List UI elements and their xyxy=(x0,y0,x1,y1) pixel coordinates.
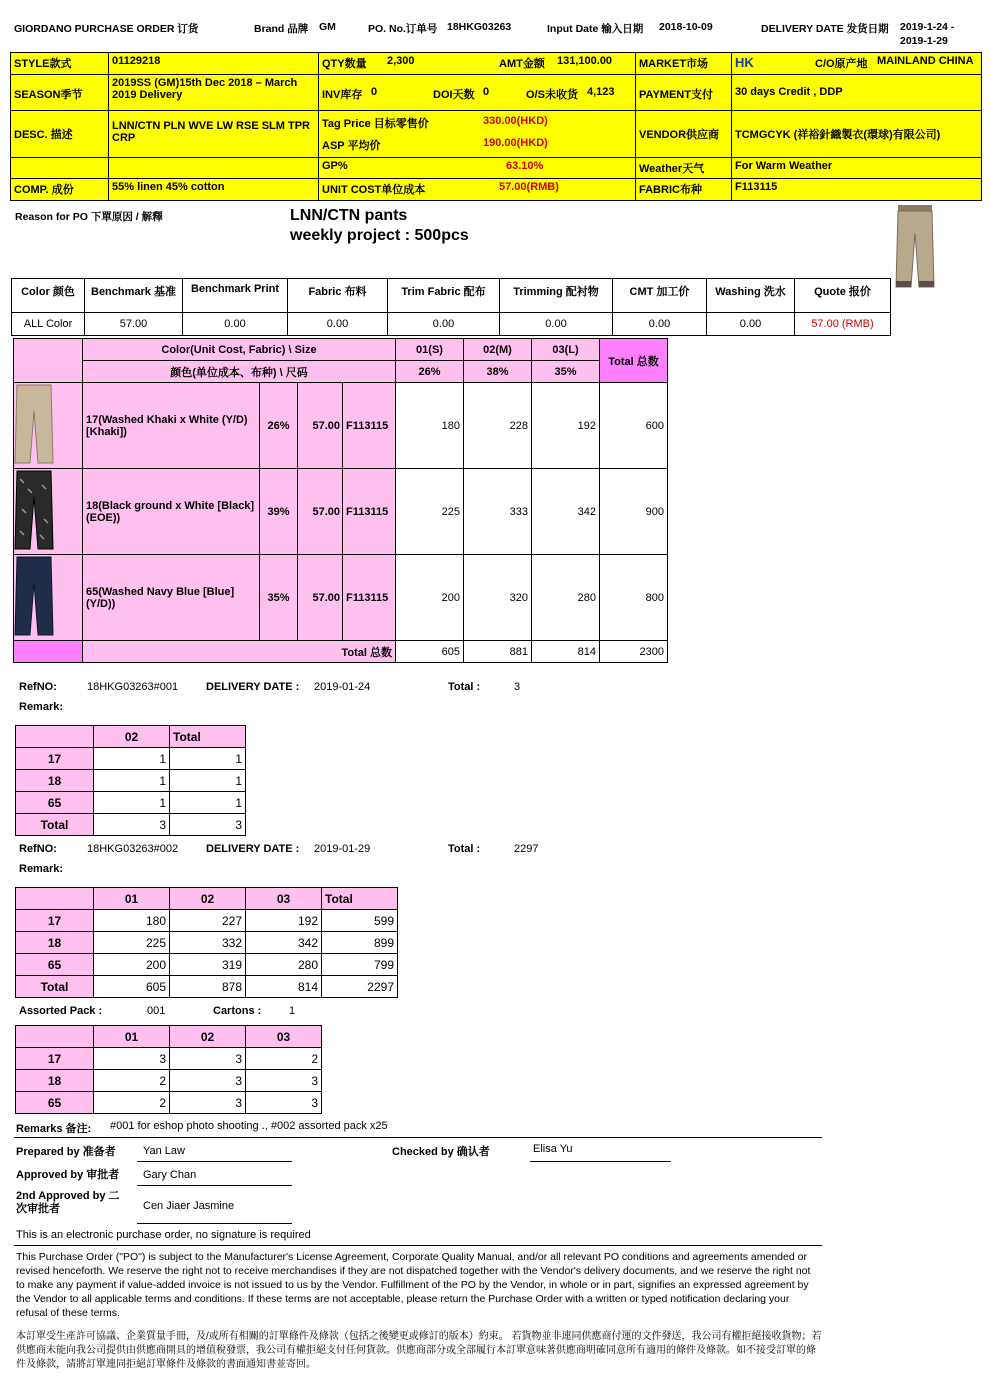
qty-cell: 605 xyxy=(94,976,170,998)
color-cost: 57.00 xyxy=(298,555,343,641)
gp-label: GP% xyxy=(322,160,348,172)
gp-row xyxy=(318,157,636,179)
prepared-value: Yan Law xyxy=(143,1145,185,1157)
blank-cell xyxy=(10,157,109,179)
qty-cell: 320 xyxy=(464,555,532,641)
cost-cell: 57.00 xyxy=(85,313,183,336)
row-label: 18 xyxy=(16,1070,94,1092)
ref1-date: 2019-01-24 xyxy=(314,681,371,693)
payment-value: 30 days Credit , DDP xyxy=(731,74,982,111)
co-value: MAINLAND CHINA xyxy=(877,55,974,67)
ref2-total-label: Total : xyxy=(448,843,481,855)
ref2-number: 18HKG03263#002 xyxy=(87,843,179,855)
row-total: 900 xyxy=(600,469,668,555)
ref2-remark-label: Remark: xyxy=(19,863,64,875)
cost-header: Fabric 布料 xyxy=(288,279,388,313)
khaki-pants-icon xyxy=(14,383,54,465)
delivery-date-label: DELIVERY DATE 发货日期 xyxy=(761,23,889,35)
color-cost: 57.00 xyxy=(298,469,343,555)
color-swatch-cell xyxy=(14,383,83,469)
asp-value: 190.00(HKD) xyxy=(483,137,548,149)
qty-cell: 3 xyxy=(170,1048,246,1070)
corner-cell xyxy=(16,1026,94,1048)
qty-cell: 878 xyxy=(170,976,246,998)
col-header: 03 xyxy=(246,888,322,910)
black-pants-icon xyxy=(14,469,54,551)
row-label: 17 xyxy=(16,1048,94,1070)
corner-cell xyxy=(16,888,94,910)
blank-cell xyxy=(108,157,319,179)
row-total: 1 xyxy=(170,792,246,814)
market-row xyxy=(731,52,982,75)
row-label: Total xyxy=(16,814,94,836)
qty-cell: 333 xyxy=(464,469,532,555)
color-name: 18(Black ground x White [Black] (EOE)) xyxy=(83,469,260,555)
qty-cell: 342 xyxy=(246,932,322,954)
row-total: 599 xyxy=(322,910,398,932)
signature-line xyxy=(137,1161,292,1162)
vendor-label: VENDOR供应商 xyxy=(635,110,732,158)
signature-line xyxy=(137,1185,292,1186)
size-header: 03(L) xyxy=(532,339,600,361)
qty-cell: 192 xyxy=(246,910,322,932)
tag-price-value: 330.00(HKD) xyxy=(483,115,548,127)
qty-cell: 3 xyxy=(170,1092,246,1114)
qty-cell: 228 xyxy=(464,383,532,469)
row-total: 3 xyxy=(170,814,246,836)
remarks-label: Remarks 备注: xyxy=(16,1123,92,1135)
qty-cell: 280 xyxy=(532,555,600,641)
qty-cell: 1 xyxy=(94,748,170,770)
assorted-pack-label: Assorted Pack : xyxy=(19,1005,103,1017)
qty-cell: 225 xyxy=(94,932,170,954)
ref1-label: RefNO: xyxy=(19,681,57,693)
approved-label: Approved by 审批者 xyxy=(16,1169,120,1181)
col-total: 881 xyxy=(464,641,532,663)
vendor-value: TCMGCYK (祥裕針織製衣(環球)有限公司) xyxy=(731,110,982,158)
row-label: Total xyxy=(16,976,94,998)
qty-amt-row xyxy=(318,52,636,75)
cost-cell: 0.00 xyxy=(500,313,613,336)
ref2-date: 2019-01-29 xyxy=(314,843,371,855)
divider xyxy=(14,1137,822,1138)
comp-label: COMP. 成份 xyxy=(10,178,109,201)
co-label: C/O原产地 xyxy=(815,58,868,70)
signature-line xyxy=(137,1223,292,1224)
cost-cell: 0.00 xyxy=(613,313,707,336)
color-swatch-cell xyxy=(14,469,83,555)
matrix-header-cn: 颜色(单位成本、布种) \ 尺码 xyxy=(83,361,396,383)
cost-table xyxy=(11,278,891,336)
po-number: 18HKG03263 xyxy=(447,21,512,33)
ref1-date-label: DELIVERY DATE : xyxy=(206,681,300,693)
row-label: 18 xyxy=(16,770,94,792)
po-label: PO. No.订单号 xyxy=(368,23,438,35)
color-pct: 26% xyxy=(260,383,298,469)
color-pct: 35% xyxy=(260,555,298,641)
row-label: 18 xyxy=(16,932,94,954)
gp-value: 63.10% xyxy=(506,160,544,172)
cost-header: Color 颜色 xyxy=(12,279,85,313)
color-fabric: F113115 xyxy=(343,555,396,641)
cost-header: Washing 洗水 xyxy=(707,279,795,313)
qty-cell: 3 xyxy=(94,814,170,836)
color-fabric: F113115 xyxy=(343,383,396,469)
market-label: MARKET市场 xyxy=(635,52,732,75)
po-title: GIORDANO PURCHASE ORDER 订货 xyxy=(14,23,199,35)
ref2-date-label: DELIVERY DATE : xyxy=(206,843,300,855)
size-pct: 26% xyxy=(396,361,464,383)
cost-header: CMT 加工价 xyxy=(613,279,707,313)
inv-label: INV库存 xyxy=(322,89,363,101)
col-header: Total xyxy=(322,888,398,910)
qty-value: 2,300 xyxy=(387,55,415,67)
qty-cell: 200 xyxy=(94,954,170,976)
reason-line-1: LNN/CTN pants xyxy=(290,207,408,224)
electronic-note: This is an electronic purchase order, no signature is required xyxy=(16,1229,311,1241)
cost-cell: 0.00 xyxy=(183,313,288,336)
grand-total: 2300 xyxy=(600,641,668,663)
assorted-pack-value: 001 xyxy=(147,1005,166,1017)
style-value: 01129218 xyxy=(108,52,319,75)
row-total: 899 xyxy=(322,932,398,954)
col-header: 02 xyxy=(94,726,170,748)
cost-header: Quote 报价 xyxy=(795,279,891,313)
fabric-value: F113115 xyxy=(731,178,982,201)
asp-label: ASP 平均价 xyxy=(322,140,381,152)
ref1-table xyxy=(15,725,246,836)
row-label: 65 xyxy=(16,792,94,814)
ref1-total: 3 xyxy=(514,681,521,693)
cost-cell: 0.00 xyxy=(388,313,500,336)
qty-cell: 1 xyxy=(94,770,170,792)
reason-label: Reason for PO 下單原因 / 解釋 xyxy=(15,211,163,223)
row-total: 1 xyxy=(170,748,246,770)
row-total: 2297 xyxy=(322,976,398,998)
color-name: 65(Washed Navy Blue [Blue] (Y/D)) xyxy=(83,555,260,641)
col-header: Total xyxy=(170,726,246,748)
pack-table xyxy=(15,1025,322,1114)
qty-cell: 2 xyxy=(94,1070,170,1092)
weather-value: For Warm Weather xyxy=(731,157,982,179)
footer-corner xyxy=(14,641,83,663)
corner-cell xyxy=(16,726,94,748)
comp-value: 55% linen 45% cotton xyxy=(108,178,319,201)
brand-value: GM xyxy=(319,21,336,33)
unit-cost-value: 57.00(RMB) xyxy=(499,181,559,193)
navy-pants-icon xyxy=(14,555,54,637)
cost-cell: 0.00 xyxy=(707,313,795,336)
payment-label: PAYMENT支付 xyxy=(635,74,732,111)
col-total: 605 xyxy=(396,641,464,663)
qty-cell: 319 xyxy=(170,954,246,976)
ref2-total: 2297 xyxy=(514,843,539,855)
delivery-date-end: 2019-1-29 xyxy=(900,35,948,47)
row-total: 800 xyxy=(600,555,668,641)
input-date-label: Input Date 输入日期 xyxy=(547,23,644,35)
color-fabric: F113115 xyxy=(343,469,396,555)
price-block xyxy=(318,110,636,158)
input-date-value: 2018-10-09 xyxy=(659,21,713,33)
tag-price-label: Tag Price 目标零售价 xyxy=(322,118,429,130)
qty-cell: 225 xyxy=(396,469,464,555)
style-label: STYLE款式 xyxy=(10,52,109,75)
qty-cell: 2 xyxy=(246,1048,322,1070)
col-header: 02 xyxy=(170,1026,246,1048)
reason-line-2: weekly project : 500pcs xyxy=(290,227,469,244)
fabric-label: FABRIC布种 xyxy=(635,178,732,201)
col-total: 814 xyxy=(532,641,600,663)
cost-header: Trim Fabric 配布 xyxy=(388,279,500,313)
cost-header: Trimming 配衬物 xyxy=(500,279,613,313)
color-cost: 57.00 xyxy=(298,383,343,469)
desc-label: DESC. 描述 xyxy=(10,110,109,158)
delivery-date-start: 2019-1-24 - xyxy=(900,21,955,33)
checked-value: Elisa Yu xyxy=(533,1143,573,1155)
col-header: 01 xyxy=(94,888,170,910)
season-label: SEASON季节 xyxy=(10,74,109,111)
brand-label: Brand 品牌 xyxy=(254,23,309,35)
unit-cost-label: UNIT COST单位成本 xyxy=(322,184,426,196)
size-header: 01(S) xyxy=(396,339,464,361)
approved2-label: 2nd Approved by 二次审批者 xyxy=(16,1190,120,1215)
matrix-header-en: Color(Unit Cost, Fabric) \ Size xyxy=(83,339,396,361)
inv-row xyxy=(318,74,636,111)
ref1-total-label: Total : xyxy=(448,681,481,693)
row-label: 65 xyxy=(16,1092,94,1114)
size-matrix xyxy=(13,338,668,663)
size-pct: 35% xyxy=(532,361,600,383)
qty-cell: 227 xyxy=(170,910,246,932)
matrix-corner xyxy=(14,339,83,383)
qty-cell: 342 xyxy=(532,469,600,555)
qty-cell: 3 xyxy=(94,1048,170,1070)
size-pct: 38% xyxy=(464,361,532,383)
ref2-table xyxy=(15,887,398,998)
prepared-label: Prepared by 准备者 xyxy=(16,1146,116,1158)
matrix-row xyxy=(14,469,668,555)
col-header: 02 xyxy=(170,888,246,910)
qty-cell: 3 xyxy=(246,1070,322,1092)
qty-cell: 280 xyxy=(246,954,322,976)
total-header: Total 总数 xyxy=(600,339,668,383)
qty-cell: 3 xyxy=(246,1092,322,1114)
pants-thumbnail-icon xyxy=(893,203,937,289)
row-total: 1 xyxy=(170,770,246,792)
row-label: 17 xyxy=(16,748,94,770)
qty-cell: 2 xyxy=(94,1092,170,1114)
qty-cell: 180 xyxy=(396,383,464,469)
col-header: 01 xyxy=(94,1026,170,1048)
qty-cell: 200 xyxy=(396,555,464,641)
ref1-remark-label: Remark: xyxy=(19,701,64,713)
color-pct: 39% xyxy=(260,469,298,555)
doi-value: 0 xyxy=(483,86,490,98)
approved-value: Gary Chan xyxy=(143,1169,197,1181)
qty-cell: 814 xyxy=(246,976,322,998)
color-swatch-cell xyxy=(14,555,83,641)
row-total: 799 xyxy=(322,954,398,976)
amt-value: 131,100.00 xyxy=(557,55,613,67)
market-value: HK xyxy=(735,55,754,70)
cartons-label: Cartons : xyxy=(213,1005,262,1017)
cartons-value: 1 xyxy=(289,1005,296,1017)
quote-cell: 57.00 (RMB) xyxy=(795,313,891,336)
inv-value: 0 xyxy=(371,86,378,98)
qty-label: QTY数量 xyxy=(322,58,367,70)
doi-label: DOI天数 xyxy=(433,89,475,101)
col-header: 03 xyxy=(246,1026,322,1048)
qty-cell: 192 xyxy=(532,383,600,469)
qty-cell: 1 xyxy=(94,792,170,814)
os-value: 4,123 xyxy=(587,86,615,98)
signature-line xyxy=(530,1161,671,1162)
matrix-total-label: Total 总数 xyxy=(83,641,396,663)
cost-cell: 0.00 xyxy=(288,313,388,336)
unit-cost-row xyxy=(318,178,636,201)
color-name: 17(Washed Khaki x White (Y/D) [Khaki]) xyxy=(83,383,260,469)
cost-header: Benchmark Print xyxy=(183,279,288,313)
remarks-value: #001 for eshop photo shooting ., #002 assorted pack x25 xyxy=(110,1120,388,1132)
row-total: 600 xyxy=(600,383,668,469)
weather-label: Weather天气 xyxy=(635,157,732,179)
matrix-row xyxy=(14,383,668,469)
qty-cell: 332 xyxy=(170,932,246,954)
terms-chinese: 本訂單受生產許可協議、企業質量手冊，及/或所有相關的訂單條件及條款（包括之後變更或修訂的版本）約束。 若貨物並非連同供應商付運的文件發送，我公司有權拒絕接收貨物；若供應商未能向我公司提供由供應商開具的增值稅發票，我公司有權拒絕支付任何貨款。供應商部分或全部履行本訂單意味著供應商明確同意所有適用的條件及條款。如不接受訂單的條件及條款，請將訂單連同拒絕訂單條件及條款的書面通知書並寄回。 xyxy=(16,1331,822,1370)
qty-cell: 180 xyxy=(94,910,170,932)
matrix-row xyxy=(14,555,668,641)
desc-value: LNN/CTN PLN WVE LW RSE SLM TPR CRP xyxy=(108,110,319,158)
season-value: 2019SS (GM)15th Dec 2018 – March 2019 Delivery xyxy=(108,74,319,111)
row-label: 17 xyxy=(16,910,94,932)
row-label: 65 xyxy=(16,954,94,976)
checked-label: Checked by 确认者 xyxy=(392,1146,490,1158)
terms-english: This Purchase Order ("PO") is subject to the Manufacturer's License Agreement, Corporate Quality Manual, and/or all relevant PO conditions and agreements amended or revised henceforth. We reserve the right not to receive merchandises if they are not dispatched together with the Vendor's delivery documents, and we reserve the right not to make any payment if value-added invoice is not issued to us by the Vendor. Fulfillment of the PO by the Vendor, in whole or in part, signifies an expressed agreement by the Vendor to all applicable terms and conditions. If these terms are not acceptable, please return the Purchase Order with a written or typed notification declaring your refusal of these terms. xyxy=(16,1251,811,1319)
divider xyxy=(14,1245,822,1246)
approved2-value: Cen Jiaer Jasmine xyxy=(143,1200,235,1212)
os-label: O/S未收货 xyxy=(526,89,578,101)
amt-label: AMT金额 xyxy=(499,58,545,70)
ref1-number: 18HKG03263#001 xyxy=(87,681,179,693)
cost-header: Benchmark 基准 xyxy=(85,279,183,313)
cost-cell: ALL Color xyxy=(12,313,85,336)
qty-cell: 3 xyxy=(170,1070,246,1092)
size-header: 02(M) xyxy=(464,339,532,361)
ref2-label: RefNO: xyxy=(19,843,57,855)
